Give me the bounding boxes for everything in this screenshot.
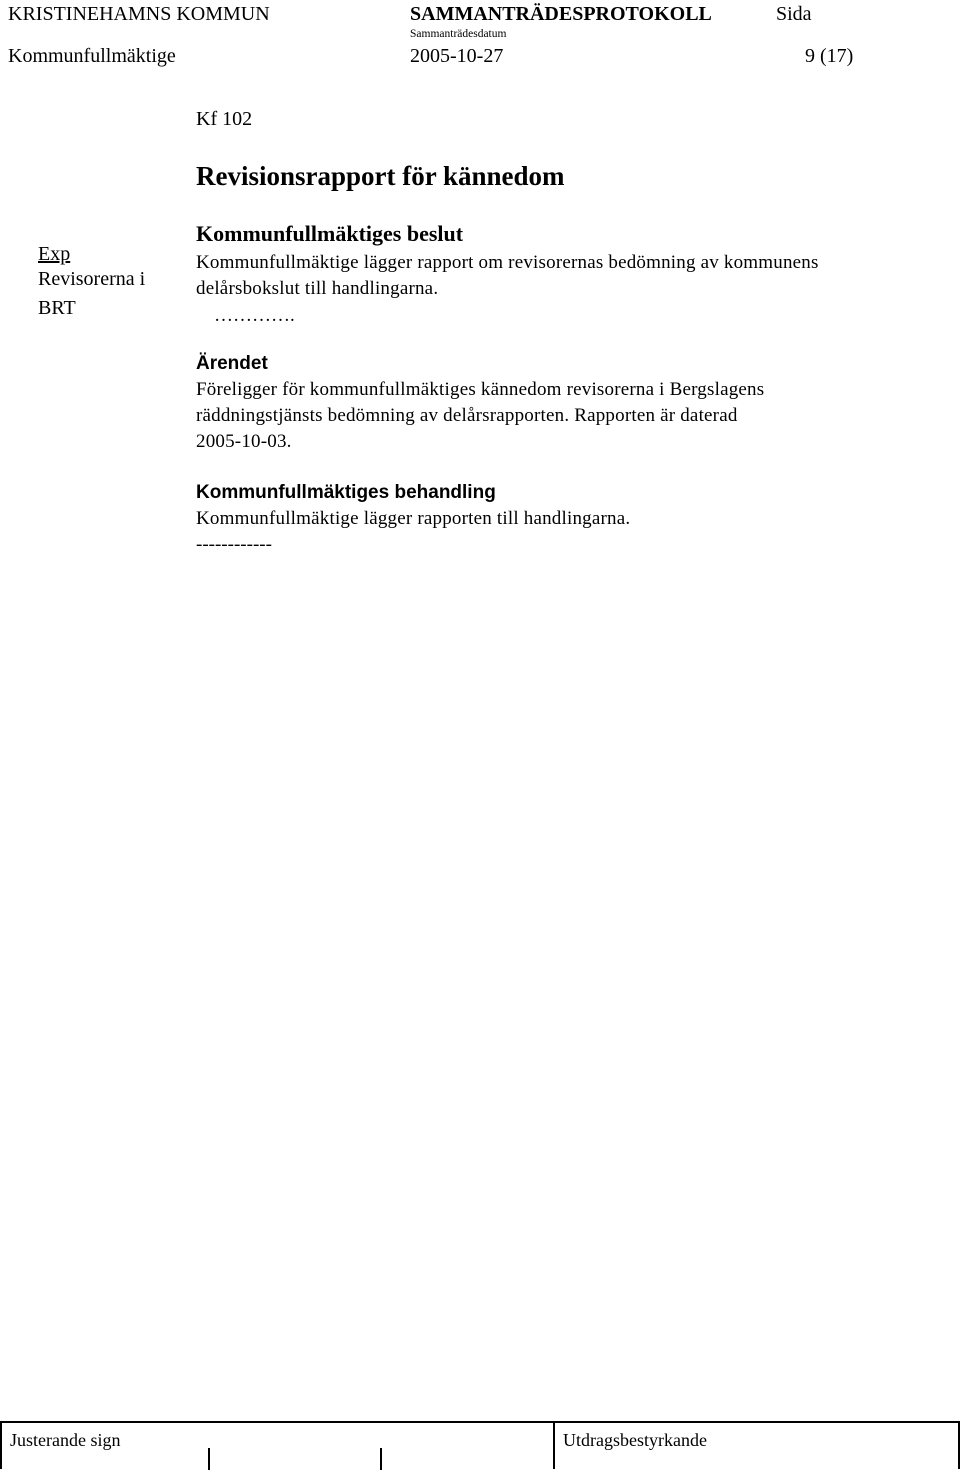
meeting-date-label: Sammanträdesdatum [410,28,507,40]
footer-rule [0,1421,960,1423]
handling-heading: Kommunfullmäktiges behandling [196,482,496,503]
protocol-title: SAMMANTRÄDESPROTOKOLL [410,3,712,25]
assembly-name: Kommunfullmäktige [8,45,176,67]
organization-name: KRISTINEHAMNS KOMMUN [8,3,270,25]
matter-text: räddningstjänsts bedömning av delårsrapporten. Rapporten är daterad [196,405,738,426]
footer-divider [208,1448,210,1470]
footer-utdragsbestyrkande: Utdragsbestyrkande [563,1430,707,1450]
paragraph-number: Kf 102 [196,108,253,130]
decision-heading: Kommunfullmäktiges beslut [196,221,464,246]
matter-heading: Ärendet [196,353,268,374]
footer-divider [553,1421,555,1469]
footer-divider [0,1421,2,1469]
recipient-line: Revisorerna i [38,268,146,290]
recipient-line: BRT [38,297,76,319]
matter-text: Föreligger för kommunfullmäktiges kännedom revisorerna i Bergslagens [196,379,765,400]
dashed-separator: ------------ [196,534,272,555]
footer-justerande-sign: Justerande sign [10,1430,121,1450]
handling-text: Kommunfullmäktige lägger rapporten till handlingarna. [196,508,631,529]
exp-label: Exp [38,243,71,265]
footer-divider [380,1448,382,1470]
page-label: Sida [776,3,812,25]
decision-text: Kommunfullmäktige lägger rapport om revisorernas bedömning av kommunens [196,252,819,273]
meeting-date: 2005-10-27 [410,45,504,67]
dotted-separator: …………. [214,305,295,326]
decision-text: delårsbokslut till handlingarna. [196,278,439,299]
matter-text: 2005-10-03. [196,431,292,452]
page-title: Revisionsrapport för kännedom [196,161,565,191]
page-number: 9 (17) [805,45,854,67]
